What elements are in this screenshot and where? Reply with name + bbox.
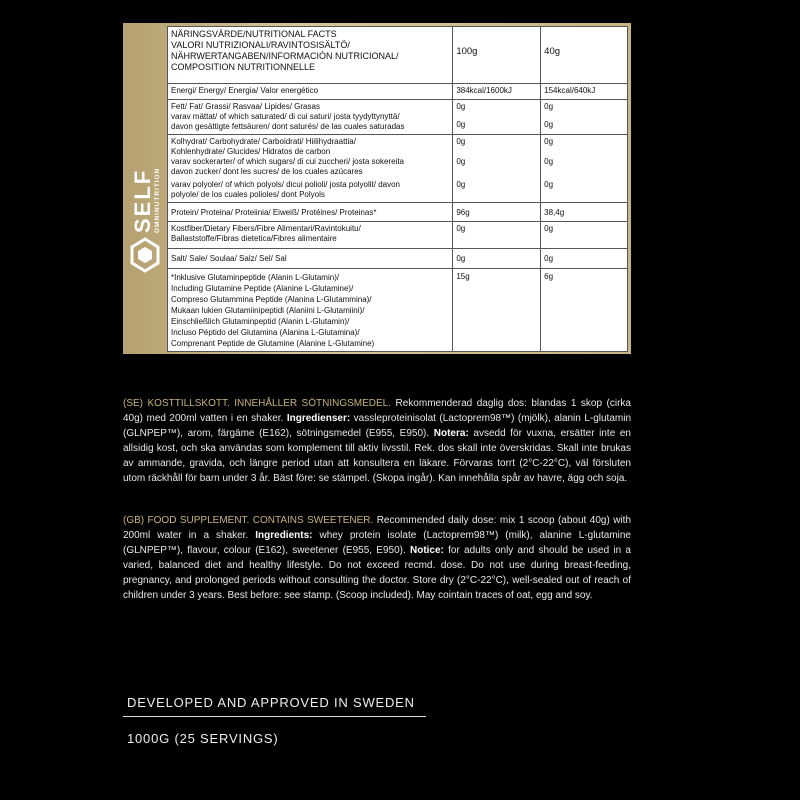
carbohydrate-label: Kolhydrat/ Carbohydrate/ Carboidrati/ Hiilihydraattia/ Kohlenhydrate/ Glucides/ Hidratos de carbon varav sockerarter/ of which sugars/ di cui zuccheri/ josta sokereita davon zucker/ dont les sucres/ de los cuales azúcares varav polyoler/ of which polyols/ dicui polioli/ josta polyolit/ davon polyole/ de los cuales polioles/ dont Polyols: [168, 135, 453, 203]
self-omninutrition-logo: [128, 113, 162, 278]
gb-notice-label: Notice:: [409, 545, 444, 556]
nutrition-panel: [123, 23, 631, 354]
protein-value-40g: 38,4g: [541, 203, 628, 222]
table-row-salt: [168, 249, 628, 269]
swedish-product-description: (SE) KOSTTILLSKOTT. INNEHÅLLER SÖTNINGSMEDEL. Rekommenderad daglig dos: blandas 1 skop (cirka 40g) med 200ml vatten i en shaker. Ingredienser: vassleproteinisolat (Lactoprem98™) (mjölk), alanin L-glutamin (GLNPEP™), arom, färgäme (E162), sötningsmedel (E955, E950). Notera: avsedd för vuxna, ersätter inte en allsidig kost, och ska användas som komplement till aktiv livsstil. Rek. dos skall inte överskridas. Skall inte brukas av ammande, gravida, och längre period utan att konsultera en läkare. Förvaras torrt (2°C-22°C), väl försluten utom räckhåll för barn under 3 år. Bäst före: se stämpel. (Skopa ingår). Kan innehålla spår av havre, ägg och soja.: [123, 398, 632, 484]
sugars-label: varav sockerarter/ of which sugars/ di cui zuccheri/ josta sokereita davon zucker/ dont les sucres/ de los cuales azúcares: [171, 157, 404, 176]
logo-subtext: OMNINUTRITION: [154, 167, 161, 233]
header-col-40g: 40g: [541, 27, 628, 84]
logo-text: SELF: [130, 168, 155, 233]
header-label: NÄRINGSVÄRDE/NUTRITIONAL FACTS VALORI NUTRIZIONALI/RAVINTOSISÄLTÖ/ NÄHRWERTANGABEN/INFORMACIÓN NUTRICIONAL/ COMPOSITION NUTRITIONNELLE: [168, 27, 453, 84]
protein-value-100g: 96g: [453, 203, 541, 222]
developed-in-sweden-text: DEVELOPED AND APPROVED IN SWEDEN: [127, 695, 415, 710]
saturated-label: varav mättat/ of which saturated/ di cui saturi/ josta tyydyttynyttä/ davon gesättigte fettsäuren/ dont saturés/ de las cuales saturadas: [171, 112, 405, 131]
net-weight-text: 1000G (25 SERVINGS): [127, 731, 279, 746]
nutrition-table-wrapper: [167, 26, 628, 351]
carbohydrate-values-100g: 0g 0g 0g: [453, 135, 541, 203]
salt-label: Salt/ Sale/ Soulaa/ Salz/ Sel/ Sal: [168, 249, 453, 269]
energy-label: Energi/ Energy/ Energia/ Valor energético: [168, 84, 453, 100]
table-row-energy: [168, 84, 628, 100]
table-row-glutamine: [168, 269, 628, 352]
nutrition-table: [167, 26, 628, 352]
fat-values-100g: 0g 0g: [453, 100, 541, 135]
glutamine-label: *Inklusive Glutaminpeptide (Alanin L-Glutamin)/ Including Glutamine Peptide (Alanine L-Glutamine)/ Compreso Glutammina Peptide (Alanina L-Glutammina)/ Mukaan lukien Glutamiinipeptidi (Alaniini L-Glutamiini)/ Einschließlich Glutaminpeptid (Alanin L-Glutamin)/ Incluso Péptido del Glutamina (Alanina L-Glutamina)/ Comprenant Peptide de Glutamine (Alanine L-Glutamine): [168, 269, 453, 352]
carbohydrate-values-40g: 0g 0g 0g: [541, 135, 628, 203]
table-header-row: [168, 27, 628, 84]
gb-ingredients-label: Ingredients:: [255, 530, 313, 541]
se-notice-label: Notera:: [433, 428, 469, 439]
salt-value-40g: 0g: [541, 249, 628, 269]
table-row-protein: [168, 203, 628, 222]
header-col-100g: 100g: [453, 27, 541, 84]
salt-value-100g: 0g: [453, 249, 541, 269]
gb-lead: (GB) FOOD SUPPLEMENT. CONTAINS SWEETENER.: [123, 515, 374, 526]
table-row-fat: [168, 100, 628, 135]
fiber-label: Kostfiber/Dietary Fibers/Fibre Alimentari/Ravintokuitu/ Ballaststoffe/Fibras dietetica/Fibres alimentaire: [168, 222, 453, 249]
fiber-value-100g: 0g: [453, 222, 541, 249]
protein-label: Protein/ Proteina/ Proteiinia/ Eiweiß/ Protéines/ Proteinas*: [168, 203, 453, 222]
fat-label: Fett/ Fat/ Grassi/ Rasvaa/ Lipides/ Grasas varav mättat/ of which saturated/ di cui saturi/ josta tyydyttynyttä/ davon gesättigte fettsäuren/ dont saturés/ de las cuales saturadas: [168, 100, 453, 135]
se-ingredients-label: Ingredienser:: [286, 413, 351, 424]
fat-values-40g: 0g 0g: [541, 100, 628, 135]
energy-value-100g: 384kcal/1600kJ: [453, 84, 541, 100]
english-product-description: (GB) FOOD SUPPLEMENT. CONTAINS SWEETENER. Recommended daily dose: mix 1 scoop (about 40g) with 200ml water in a shaker. Ingredients: whey protein isolate (Lactoprem98™) (milk), alanine L-glutamine (GLNPEP™), flavour, colour (E162), sweetener (E955, E950). Notice: for adults only and should be used in a varied, balanced diet and healthy lifestyle. Do not exceed recmd. dose. Do not use during breast-feeding, pregnancy, and prolonged periods without consulting the doctor. Store dry (2°C-22°C), well-sealed out of reach of children under 3 years. Best before: see stamp. (Scoop included). May cointain traces of oat, egg and soy.: [123, 515, 632, 601]
energy-value-40g: 154kcal/640kJ: [541, 84, 628, 100]
se-lead: (SE) KOSTTILLSKOTT. INNEHÅLLER SÖTNINGSMEDEL.: [123, 398, 392, 409]
table-row-carbohydrate: [168, 135, 628, 203]
table-row-fiber: [168, 222, 628, 249]
glutamine-value-100g: 15g: [453, 269, 541, 352]
fiber-value-40g: 0g: [541, 222, 628, 249]
polyols-label: varav polyoler/ of which polyols/ dicui polioli/ josta polyolit/ davon polyole/ de los cuales polioles/ dont Polyols: [171, 180, 401, 199]
divider-line: [123, 716, 426, 717]
glutamine-value-40g: 6g: [541, 269, 628, 352]
